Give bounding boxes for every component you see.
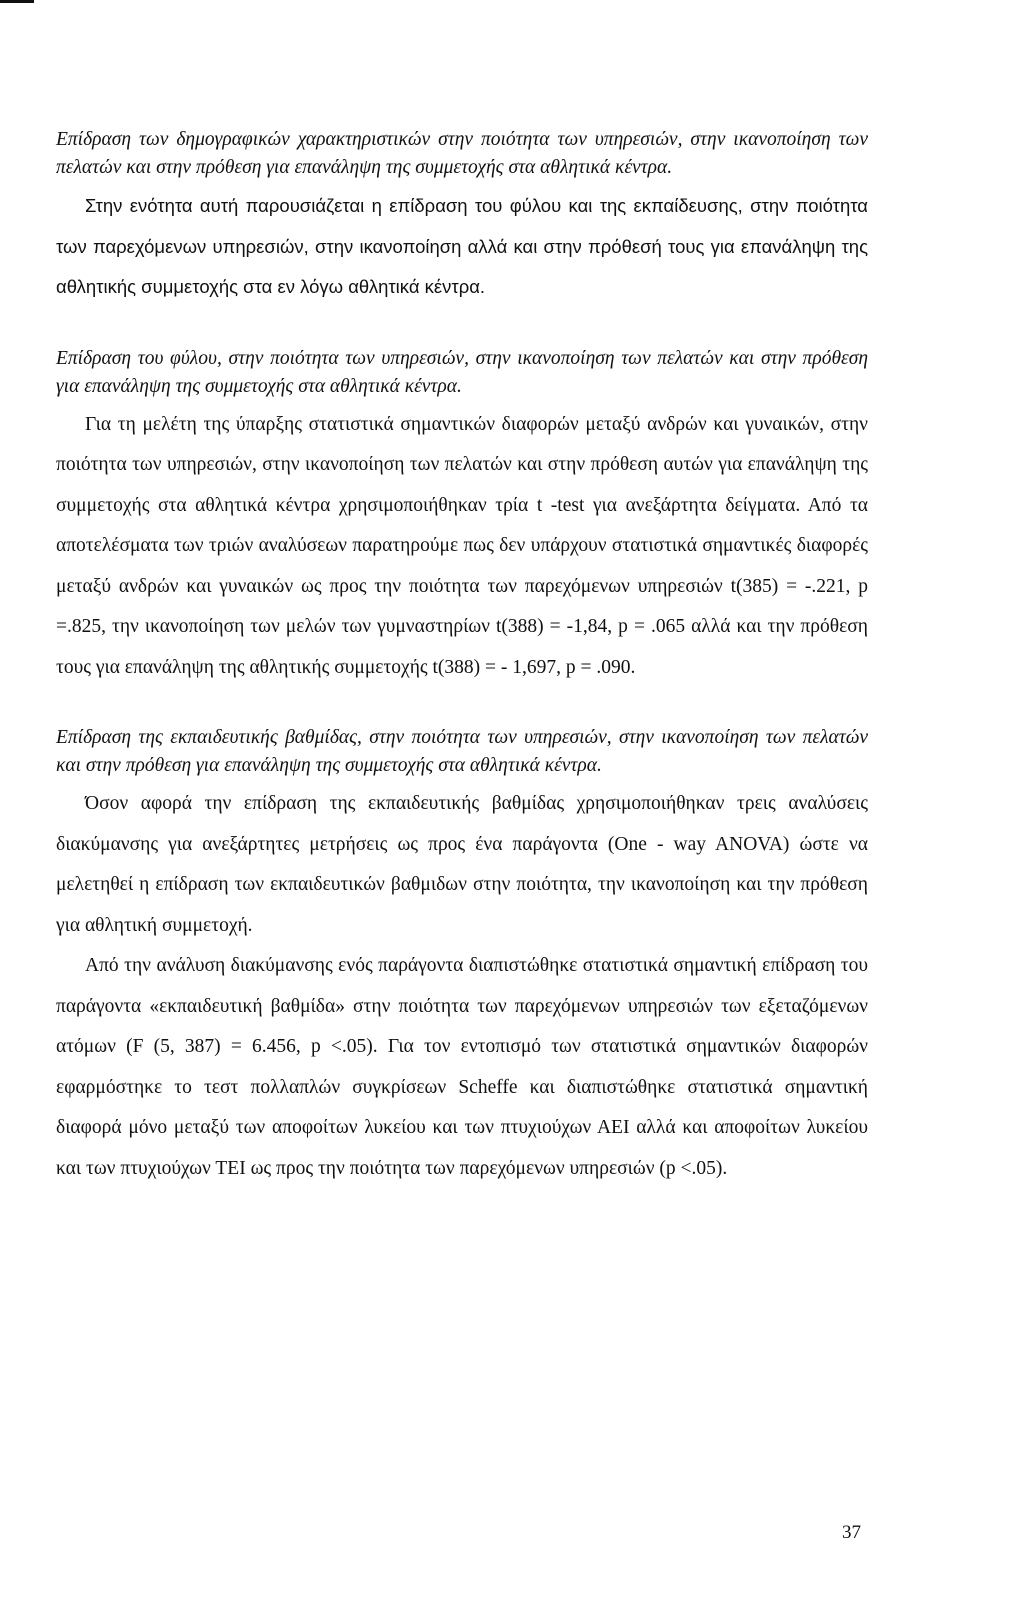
- paragraph-education-results: Από την ανάλυση διακύμανσης ενός παράγοντα διαπιστώθηκε στατιστικά σημαντική επίδραση του παράγοντα «εκπαιδευτική βαθμίδα» στην ποιότητα των παρεχόμενων υπηρεσιών των εξεταζόμενων ατόμων (F (5, 387) = 6.456, p <.05). Για τον εντοπισμό των στατιστικά σημαντικών διαφορών εφαρμόστηκε το τεστ πολλαπλών συγκρίσεων Scheffe και διαπιστώθηκε στατιστικά σημαντική διαφορά μόνο μεταξύ των αποφοίτων λυκείου και των πτυχιούχων ΑΕΙ αλλά και αποφοίτων λυκείου και των πτυχιούχων ΤΕΙ ως προς την ποιότητα των παρεχόμενων υπηρεσιών (p <.05).: [56, 955, 868, 1179]
- page-number: 37: [842, 1522, 861, 1543]
- paragraph-gender-results: Για τη μελέτη της ύπαρξης στατιστικά σημαντικών διαφορών μεταξύ ανδρών και γυναικών, στην ποιότητα των υπηρεσιών, στην ικανοποίηση των πελατών και στην πρόθεση αυτών για επανάληψη της συμμετοχής στα αθλητικά κέντρα χρησιμοποιήθηκαν τρία t -test για ανεξάρτητα δείγματα. Από τα αποτελέσματα των τριών αναλύσεων παρατηρούμε πως δεν υπάρχουν στατιστικά σημαντικές διαφορές μεταξύ ανδρών και γυναικών ως προς την ποιότητα των παρεχόμενων υπηρεσιών t(385) = -.221, p =.825, την ικανοποίηση των μελών των γυμναστηρίων t(388) = -1,84, p = .065 αλλά και την πρόθεση τους για επανάληψη της αθλητικής συμμετοχής t(388) = - 1,697, p = .090.: [56, 413, 868, 678]
- section-heading-education: Επίδραση της εκπαιδευτικής βαθμίδας, στην ποιότητα των υπηρεσιών, στην ικανοποίηση των πελατών και στην πρόθεση για επανάληψη της συμμετοχής στα αθλητικά κέντρα.: [56, 727, 868, 776]
- paragraph-intro: Στην ενότητα αυτή παρουσιάζεται η επίδραση του φύλου και της εκπαίδευσης, στην ποιότητα των παρεχόμενων υπηρεσιών, στην ικανοποίηση αλλά και στην πρόθεσή τους για επανάληψη της αθλητικής συμμετοχής στα εν λόγω αθλητικά κέντρα.: [56, 195, 868, 297]
- section-heading-gender: Επίδραση του φύλου, στην ποιότητα των υπηρεσιών, στην ικανοποίηση των πελατών και στην πρόθεση για επανάληψη της συμμετοχής στα αθλητικά κέντρα.: [56, 347, 868, 397]
- section-heading-demographics: Επίδραση των δημογραφικών χαρακτηριστικών στην ποιότητα των υπηρεσιών, στην ικανοποίηση των πελατών και στην πρόθεση για επανάληψη της συμμετοχής στα αθλητικά κέντρα.: [56, 129, 868, 178]
- document-body: [56, 126, 868, 1189]
- paragraph-education-method: Όσον αφορά την επίδραση της εκπαιδευτικής βαθμίδας χρησιμοποιήθηκαν τρεις αναλύσεις διακύμανσης για ανεξάρτητες μετρήσεις ως προς ένα παράγοντα (One - way ANOVA) ώστε να μελετηθεί η επίδραση των εκπαιδευτικών βαθμιδων στην ποιότητα, την ικανοποίηση και την πρόθεση για αθλητική συμμετοχή.: [56, 793, 868, 936]
- scan-corner-mark: [0, 0, 34, 3]
